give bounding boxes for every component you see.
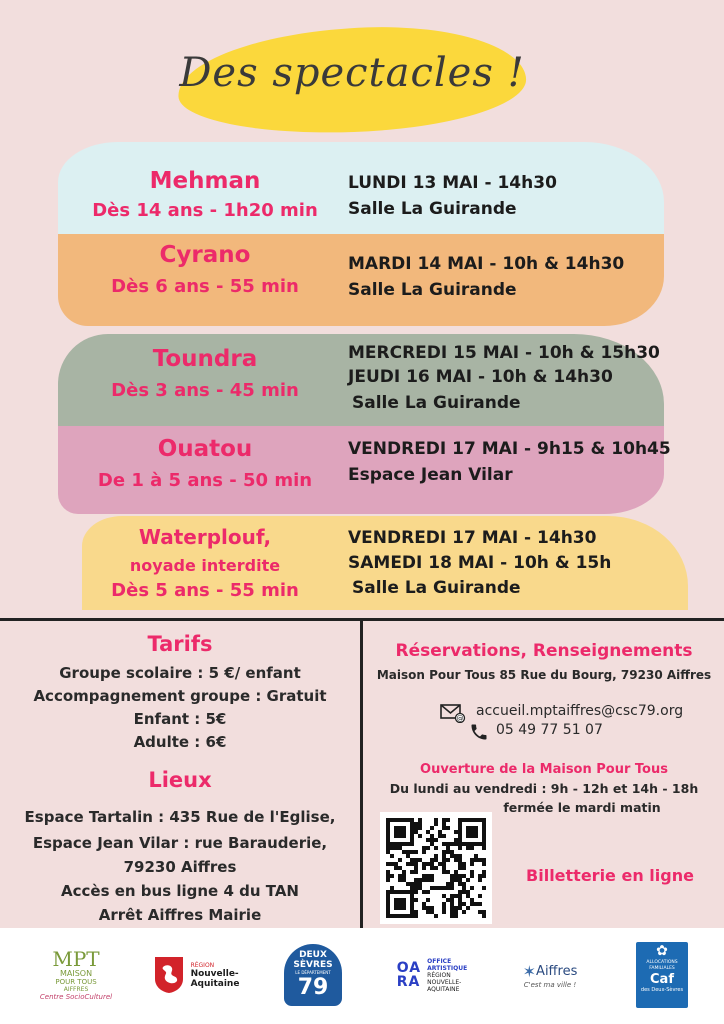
show-date: VENDREDI 17 MAI - 14h30	[348, 528, 597, 548]
phone-number[interactable]: 05 49 77 51 07	[496, 722, 603, 738]
show-name: Cyrano	[159, 242, 251, 268]
oara-line: RÉGION	[427, 971, 451, 979]
deux-sevres-line: SÈVRES	[293, 960, 333, 970]
aiffres-star-icon: ✶	[522, 961, 537, 981]
show-venue: Espace Jean Vilar	[348, 465, 513, 485]
opening-hours: Du lundi au vendredi : 9h - 12h et 14h - 18h	[389, 781, 699, 796]
show-name: Waterplouf,	[138, 525, 272, 549]
ticketing-link[interactable]: Billetterie en ligne	[526, 866, 694, 885]
oara-line: OFFICE	[427, 957, 452, 965]
show-subtitle: noyade interdite	[129, 556, 281, 575]
tarif-line: Adulte : 6€	[133, 733, 227, 751]
reservations-title: Réservations, Renseignements	[395, 641, 693, 661]
region-logo	[146, 940, 246, 1010]
oara-logo	[384, 940, 480, 1010]
qr-code[interactable]	[380, 812, 492, 924]
mpt-logo-line: POUR TOUS	[55, 977, 97, 986]
show-date: JEUDI 16 MAI - 10h & 14h30	[348, 367, 613, 387]
column-divider	[360, 620, 363, 928]
mpt-logo	[36, 940, 116, 1010]
show-date: SAMEDI 18 MAI - 10h & 15h	[348, 553, 612, 573]
deux-sevres-logo	[284, 940, 342, 1010]
phone-icon	[469, 722, 489, 742]
show-name: Mehman	[149, 168, 261, 194]
show-venue: Salle La Guirande	[352, 578, 521, 598]
caf-line: FAMILIALES	[649, 966, 675, 971]
deux-sevres-line: DEUX	[299, 950, 327, 960]
caf-line: ALLOCATIONS	[646, 960, 678, 965]
oara-line: NOUVELLE-	[427, 978, 462, 986]
show-age: Dès 6 ans - 55 min	[111, 276, 299, 297]
tarifs-title: Tarifs	[147, 632, 213, 656]
mpt-logo-line: MAISON	[59, 968, 93, 978]
lieu-line: Espace Jean Vilar : rue Barauderie,	[32, 834, 328, 852]
caf-family-icon: ✿	[656, 943, 668, 959]
tarif-line: Accompagnement groupe : Gratuit	[33, 687, 327, 705]
show-venue: Salle La Guirande	[352, 393, 521, 413]
show-date: MARDI 14 MAI - 10h & 14h30	[348, 254, 625, 274]
show-age: Dès 5 ans - 55 min	[111, 580, 299, 601]
oara-mark: OA RA	[396, 960, 422, 990]
tarif-line: Groupe scolaire : 5 €/ enfant	[59, 664, 301, 682]
show-name: Toundra	[152, 346, 258, 372]
show-venue: Salle La Guirande	[348, 280, 517, 300]
lieu-line: Arrêt Aiffres Mairie	[98, 906, 262, 924]
svg-text:@: @	[456, 714, 464, 723]
opening-title: Ouverture de la Maison Pour Tous	[420, 762, 668, 777]
caf-line: des Deux-Sèvres	[640, 987, 684, 993]
lieu-line: 79230 Aiffres	[123, 858, 237, 876]
region-label: RÉGION	[190, 961, 215, 969]
aiffres-tagline: C'est ma ville !	[523, 980, 577, 989]
mpt-logo-tagline: Centre SocioCulturel	[39, 992, 113, 1001]
lieux-title: Lieux	[148, 768, 212, 792]
show-age: De 1 à 5 ans - 50 min	[97, 470, 313, 491]
show-venue: Salle La Guirande	[348, 199, 517, 219]
show-name: Ouatou	[157, 436, 253, 462]
region-name-line: Nouvelle-	[190, 968, 239, 979]
page-title: Des spectacles !	[179, 50, 525, 96]
show-date: LUNDI 13 MAI - 14h30	[348, 173, 557, 193]
caf-logo	[636, 940, 688, 1010]
lieu-line: Espace Tartalin : 435 Rue de l'Eglise,	[24, 808, 336, 826]
show-age: Dès 14 ans - 1h20 min	[92, 200, 318, 221]
caf-name: Caf	[650, 972, 674, 987]
oara-line: AQUITAINE	[427, 985, 460, 993]
mpt-logo-letters: MPT	[52, 946, 100, 971]
region-lion-icon	[153, 955, 185, 995]
qr-pattern	[386, 818, 486, 918]
mpt-logo-line: AIFFRES	[63, 985, 89, 993]
aiffres-name: Aiffres	[536, 963, 578, 979]
aiffres-logo	[510, 940, 590, 1010]
opening-note: fermée le mardi matin	[503, 800, 661, 815]
show-date: VENDREDI 17 MAI - 9h15 & 10h45	[348, 439, 671, 459]
email-icon	[440, 703, 466, 723]
deux-sevres-tag: LE DÉPARTEMENT	[295, 970, 331, 975]
email-link[interactable]: accueil.mptaiffres@csc79.org	[476, 703, 684, 719]
lieu-line: Accès en bus ligne 4 du TAN	[61, 882, 299, 900]
show-date: MERCREDI 15 MAI - 10h & 15h30	[348, 343, 660, 363]
oara-line: ARTISTIQUE	[427, 964, 468, 972]
show-age: Dès 3 ans - 45 min	[111, 380, 299, 401]
mpt-address: Maison Pour Tous 85 Rue du Bourg, 79230 Aiffres	[376, 668, 712, 682]
region-name-line: Aquitaine	[190, 978, 240, 989]
tarif-line: Enfant : 5€	[133, 710, 227, 728]
deux-sevres-number: 79	[297, 975, 329, 1000]
